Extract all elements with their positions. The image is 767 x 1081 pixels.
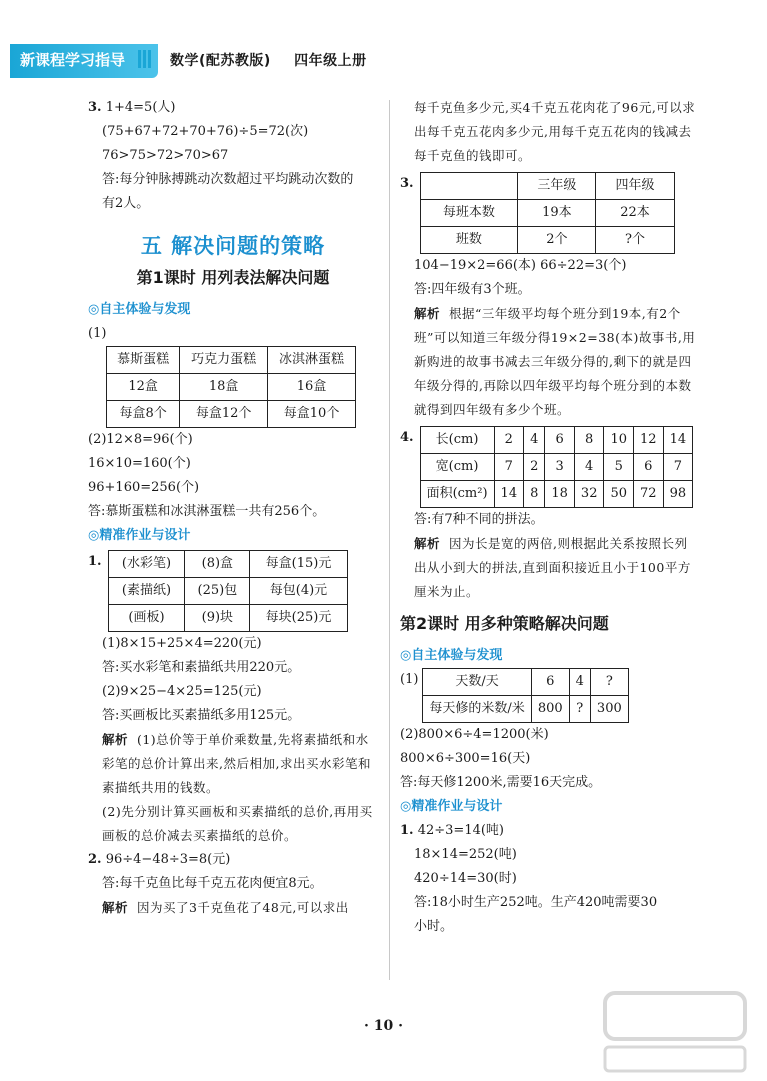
- table-cell: 面积(cm²): [420, 481, 494, 508]
- series-logo: [10, 44, 158, 78]
- books-table: [420, 172, 675, 254]
- table-cell: 每包(4)元: [250, 578, 347, 605]
- answer-line: 42÷3=14(吨): [417, 823, 505, 838]
- question-number: 1.: [88, 554, 102, 569]
- road-table: [422, 668, 628, 723]
- answer-line: (1)8×15+25×4=220(元): [102, 636, 262, 651]
- table-cell: 22本: [596, 200, 674, 227]
- answer-line: 96÷4−48÷3=8(元): [105, 852, 231, 867]
- table-cell: 巧克力蛋糕: [180, 347, 268, 374]
- answer-line: 答:18小时生产252吨。生产420吨需要30: [414, 895, 658, 910]
- table-cell: 19本: [518, 200, 596, 227]
- answer-line: 答:每天修1200米,需要16天完成。: [400, 775, 602, 790]
- subject-label: 数学(配苏教版): [170, 53, 271, 69]
- table-cell: 3: [545, 454, 575, 481]
- answer-line: (2)9×25−4×25=125(元): [102, 684, 262, 699]
- answer-line: (2)800×6÷4=1200(米): [400, 727, 549, 742]
- section-title: 五 解决问题的策略: [140, 234, 326, 258]
- explanation-text: 因为长是宽的两倍,则根据此关系按照长列出从小到大的拼法,直到面积接近且小于100平方厘米为止。: [414, 536, 691, 599]
- lesson-title: 第2课时 用多种策略解决问题: [400, 614, 609, 633]
- table-cell: 4: [524, 427, 545, 454]
- table-cell: 天数/天: [423, 669, 531, 696]
- table-cell: 4: [574, 454, 604, 481]
- answer-line: 答:四年级有3个班。: [414, 282, 531, 297]
- question-number: 1.: [400, 823, 414, 838]
- answer-line: 答:每千克鱼比每千克五花肉便宜8元。: [102, 876, 323, 891]
- subsection-heading: ◎精准作业与设计: [400, 799, 503, 814]
- rectangle-table: [420, 426, 694, 508]
- part-label: (1): [400, 672, 419, 687]
- table-cell: 四年级: [596, 173, 674, 200]
- table-cell: 2: [494, 427, 524, 454]
- explanation-label: 解析: [102, 732, 129, 747]
- explanation-continued: 每千克鱼多少元,买4千克五花肉花了96元,可以求出每千克五花肉多少元,用每千克五花肉的钱减去每千克鱼的钱即可。: [414, 100, 696, 163]
- table-cell: 6: [634, 454, 664, 481]
- answer-line: 小时。: [414, 919, 454, 934]
- table-cell: (25)包: [185, 578, 250, 605]
- explanation-label: 解析: [414, 536, 441, 551]
- table-cell: 10: [604, 427, 634, 454]
- table-cell: 每盒10个: [268, 401, 356, 428]
- table-cell: 7: [494, 454, 524, 481]
- table-cell: 6: [531, 669, 569, 696]
- answer-line: 76>75>72>70>67: [102, 148, 229, 163]
- table-cell: 12: [634, 427, 664, 454]
- table-cell: 2个: [518, 227, 596, 254]
- table-cell: 72: [634, 481, 664, 508]
- logo-bars-decoration: [138, 50, 156, 70]
- answer-line: 800×6÷300=16(天): [400, 751, 531, 766]
- part-label: (1): [88, 326, 107, 341]
- question-number: 3.: [400, 176, 414, 191]
- subsection-heading: ◎自主体验与发现: [400, 648, 503, 663]
- logo-text: 新课程学习指导: [20, 51, 126, 69]
- answer-line: 104−19×2=66(本) 66÷22=3(个): [414, 258, 627, 273]
- table-cell: 8: [524, 481, 545, 508]
- table-cell: 宽(cm): [420, 454, 494, 481]
- table-cell: 4: [569, 669, 590, 696]
- table-cell: (9)块: [185, 605, 250, 632]
- table-cell: (素描纸): [108, 578, 185, 605]
- table-cell: 每天修的米数/米: [423, 696, 531, 723]
- table-cell: ?个: [596, 227, 674, 254]
- answer-line: 96+160=256(个): [88, 480, 200, 495]
- question-number: 2.: [88, 852, 102, 867]
- table-cell: 5: [604, 454, 634, 481]
- table-cell: 12盒: [107, 374, 180, 401]
- table-cell: 18: [545, 481, 575, 508]
- table-cell: 长(cm): [420, 427, 494, 454]
- right-column: [400, 96, 700, 939]
- answer-line: 答:每分钟脉搏跳动次数超过平均跳动次数的: [102, 172, 354, 187]
- page-header: [0, 42, 767, 80]
- explanation-text: 根据“三年级平均每个班分到19本,有2个班”可以知道三年级分得19×2=38(本)故事书,用新购进的故事书减去三年级分得的,剩下的就是四年级分得的,再除以四年级平均每个班分到的本数就得到四年级有多少个班。: [414, 306, 696, 417]
- table-cell: 每班本数: [420, 200, 518, 227]
- table-cell: 每盒(15)元: [250, 551, 347, 578]
- answer-line: 16×10=160(个): [88, 456, 191, 471]
- column-divider: [389, 100, 390, 980]
- table-cell: [420, 173, 518, 200]
- left-column: [88, 96, 378, 920]
- table-cell: 14: [663, 427, 693, 454]
- table-cell: 冰淇淋蛋糕: [268, 347, 356, 374]
- table-cell: (水彩笔): [108, 551, 185, 578]
- answer-line: 答:买画板比买素描纸多用125元。: [102, 708, 301, 723]
- table-cell: 每盒12个: [180, 401, 268, 428]
- answer-line: (75+67+72+70+76)÷5=72(次): [102, 124, 309, 139]
- answer-line: 答:慕斯蛋糕和冰淇淋蛋糕一共有256个。: [88, 504, 326, 519]
- explanation-text: (2)先分别计算买画板和买素描纸的总价,再用买画板的总价减去买素描纸的总价。: [102, 804, 373, 843]
- table-cell: 班数: [420, 227, 518, 254]
- table-cell: 98: [663, 481, 693, 508]
- lesson-title: 第1课时 用列表法解决问题: [136, 268, 330, 287]
- grade-label: 四年级上册: [294, 53, 367, 69]
- table-cell: ?: [569, 696, 590, 723]
- table-cell: 6: [545, 427, 575, 454]
- question-number: 3.: [88, 100, 102, 115]
- table-cell: ?: [590, 669, 628, 696]
- answer-line: (2)12×8=96(个): [88, 432, 193, 447]
- table-cell: 2: [524, 454, 545, 481]
- explanation-text: 因为买了3千克鱼花了48元,可以求出: [136, 900, 349, 915]
- table-cell: 7: [663, 454, 693, 481]
- table-cell: 14: [494, 481, 524, 508]
- cake-table: [106, 346, 356, 428]
- header-title: [170, 50, 385, 70]
- subsection-heading: ◎自主体验与发现: [88, 302, 191, 317]
- table-cell: 每盒8个: [107, 401, 180, 428]
- supplies-table: [108, 550, 348, 632]
- table-cell: 三年级: [518, 173, 596, 200]
- table-cell: 300: [590, 696, 628, 723]
- answer-line: 1+4=5(人): [105, 100, 176, 115]
- explanation-text: (1)总价等于单价乘数量,先将素描纸和水彩笔的总价计算出来,然后相加,求出买水彩笔和素描纸共用的钱数。: [102, 732, 371, 795]
- table-cell: (画板): [108, 605, 185, 632]
- answer-line: 答:有7种不同的拼法。: [414, 512, 544, 527]
- answer-line: 答:买水彩笔和素描纸共用220元。: [102, 660, 301, 675]
- answer-line: 420÷14=30(时): [414, 871, 517, 886]
- explanation-label: 解析: [102, 900, 129, 915]
- subsection-heading: ◎精准作业与设计: [88, 528, 191, 543]
- table-cell: 8: [574, 427, 604, 454]
- page-number: · 10 ·: [364, 1018, 403, 1034]
- answer-line: 有2人。: [102, 196, 150, 211]
- table-cell: 慕斯蛋糕: [107, 347, 180, 374]
- table-cell: (8)盒: [185, 551, 250, 578]
- table-cell: 50: [604, 481, 634, 508]
- table-cell: 32: [574, 481, 604, 508]
- explanation-label: 解析: [414, 306, 441, 321]
- question-number: 4.: [400, 430, 414, 445]
- table-cell: 800: [531, 696, 569, 723]
- table-cell: 每块(25)元: [250, 605, 347, 632]
- answer-line: 18×14=252(吨): [414, 847, 517, 862]
- table-cell: 16盒: [268, 374, 356, 401]
- table-cell: 18盒: [180, 374, 268, 401]
